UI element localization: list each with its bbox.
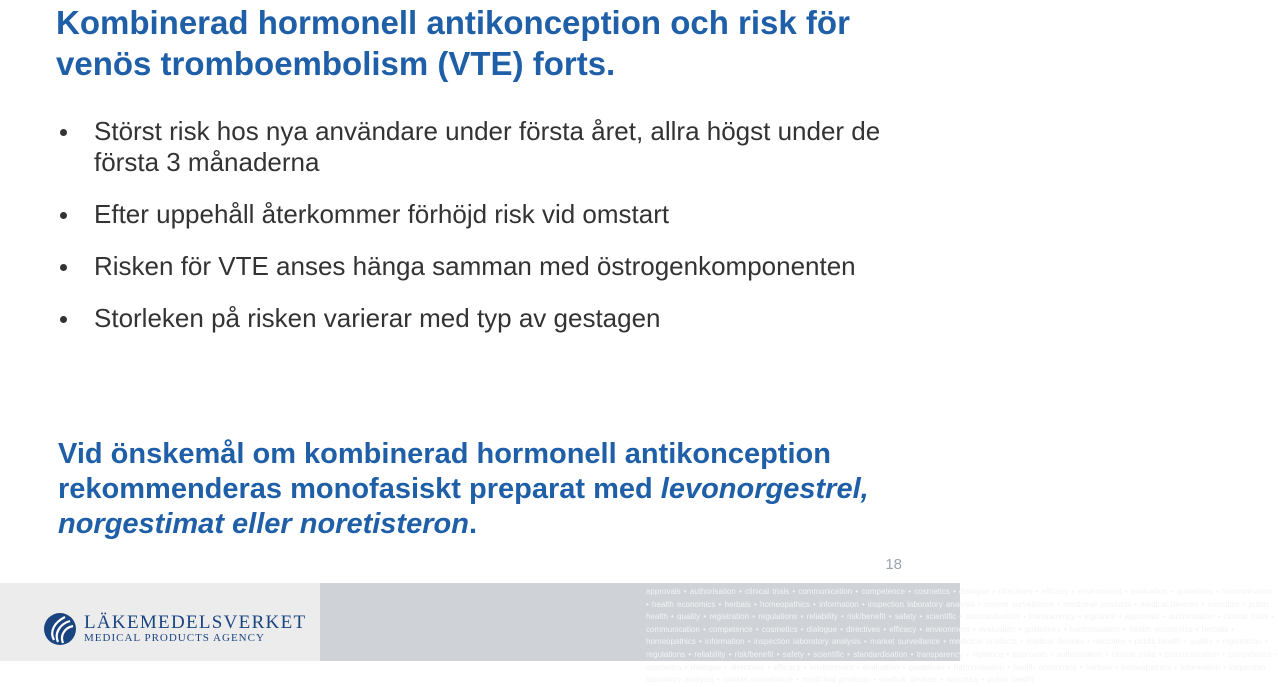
bullet-item <box>58 251 918 282</box>
bullet-list <box>58 116 918 355</box>
bullet-dot <box>60 212 67 219</box>
page-number: 18 <box>885 556 902 573</box>
agency-logo <box>43 611 306 647</box>
bullet-text: Risken för VTE anses hänga samman med östrogenkomponenten <box>94 251 856 281</box>
bullet-item <box>58 303 918 334</box>
bullet-dot <box>60 264 67 271</box>
footer-keywords: approvals • authorisation • clinical trials • communication • competence • cosmetics • dialogue • directives • efficacy • environment • evaluation • guidelines • harmonisation • health economics • herbals • homeopathics • information • inspection laboratory analysis • market surveillance • medicinal products • medical devices • narcotics • public health • quality • registration • regulations • reliability • risk/benefit • safety • scientific • standardisation • transparency • vigilance • approvals • authorisation • clinical trials • communication • competence • cosmetics • dialogue • directives • efficacy • environment • evaluation • guidelines • harmonisation • health economics • herbals • homeopathics • information • inspection laboratory analysis • market surveillance • medicinal products • medical devices • narcotics • public health • quality • registration • regulations • reliability • risk/benefit • safety • scientific • standardisation • transparency • vigilance • approvals • authorisation • clinical trials • communication • competence • cosmetics • dialogue • directives • efficacy • environment • evaluation • guidelines • harmonisation • health economics • herbals • homeopathics • information • inspection laboratory analysis • market surveillance • medicinal products • medical devices • narcotics • public health <box>646 587 1278 685</box>
bullet-item <box>58 116 918 178</box>
bullet-text: Störst risk hos nya användare under första året, allra högst under de första 3 månaderna <box>94 116 881 177</box>
conclusion-italic: levonorgestrel, norgestimat eller noretisteron <box>58 473 869 540</box>
bullet-text: Efter uppehåll återkommer förhöjd risk vid omstart <box>94 199 670 229</box>
agency-name: LÄKEMEDELSVERKET <box>84 612 307 633</box>
footer <box>0 583 1278 685</box>
agency-logo-text <box>84 613 306 645</box>
slide-title: Kombinerad hormonell antikonception och risk för venös tromboembolism (VTE) forts. <box>56 4 850 82</box>
agency-emblem-icon <box>43 611 77 647</box>
agency-subtitle: MEDICAL PRODUCTS AGENCY <box>84 632 265 644</box>
conclusion-text <box>58 437 938 542</box>
bullet-dot <box>60 129 67 136</box>
bullet-item <box>58 199 918 230</box>
bullet-text: Storleken på risken varierar med typ av gestagen <box>94 303 661 333</box>
footer-keyword-band <box>320 583 1278 685</box>
conclusion-normal: Vid önskemål om kombinerad hormonell antikonception rekommenderas monofasiskt preparat med <box>58 438 831 505</box>
bullet-dot <box>60 316 67 323</box>
conclusion-end: . <box>468 508 477 540</box>
